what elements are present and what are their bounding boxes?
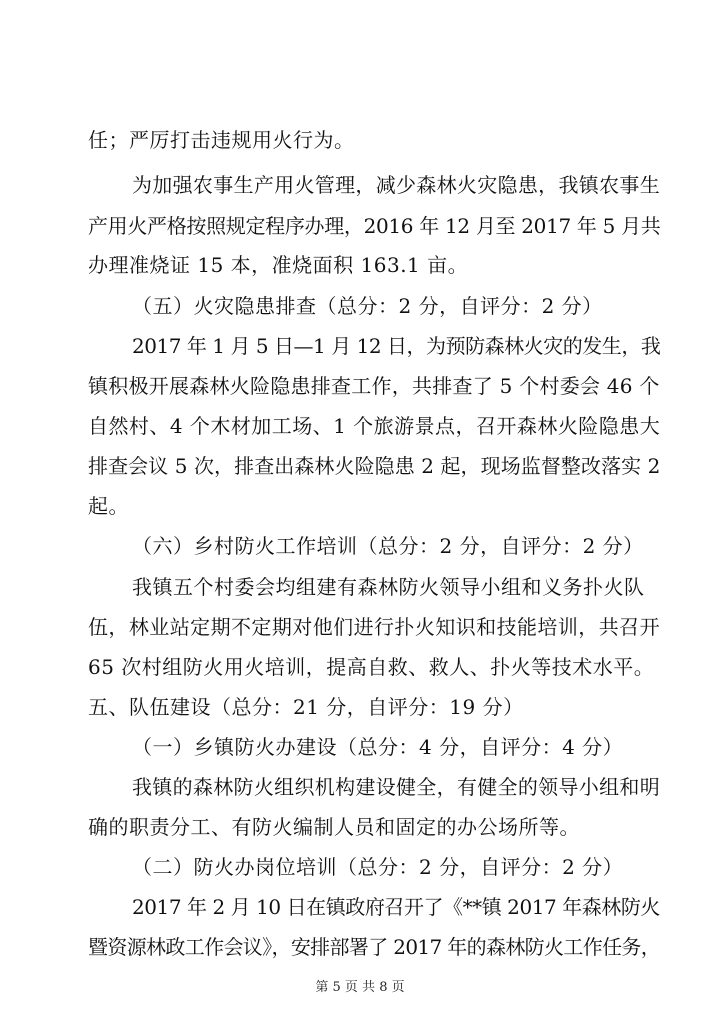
- page-footer: 第 5 页 共 8 页: [315, 980, 405, 995]
- text-line: 办理准烧证 15 本，准烧面积 163.1 亩。: [88, 253, 469, 277]
- section-heading: （五）火灾隐患排查（总分：2 分，自评分：2 分）: [132, 294, 603, 318]
- section-heading: 五、队伍建设（总分：21 分，自评分：19 分）: [88, 695, 524, 719]
- text-line: 伍，林业站定期不定期对他们进行扑火知识和技能培训，共召开: [88, 615, 660, 639]
- text-line: 任；严厉打击违规用火行为。: [88, 128, 355, 152]
- text-line: 2017 年 1 月 5 日—1 月 12 日，为预防森林火灾的发生，我: [132, 334, 661, 358]
- text-line: 我镇的森林防火组织机构建设健全，有健全的领导小组和明: [132, 775, 660, 799]
- section-heading: （一）乡镇防火办建设（总分：4 分，自评分：4 分）: [132, 735, 624, 759]
- text-line: 起。: [88, 494, 129, 518]
- section-heading: （二）防火办岗位培训（总分：2 分，自评分：2 分）: [132, 855, 624, 879]
- text-line: 排查会议 5 次，排查出森林火险隐患 2 起，现场监督整改落实 2: [88, 454, 661, 478]
- text-line: 暨资源林政工作会议》，安排部署了 2017 年的森林防火工作任务，: [88, 935, 661, 959]
- text-line: 确的职责分工、有防火编制人员和固定的办公场所等。: [88, 815, 580, 839]
- text-line: 65 次村组防火用火培训，提高自救、救人、扑火等技术水平。: [88, 655, 655, 679]
- text-line: 镇积极开展森林火险隐患排查工作，共排查了 5 个村委会 46 个: [88, 374, 660, 398]
- text-line: 产用火严格按照规定程序办理，2016 年 12 月至 2017 年 5 月共: [88, 214, 661, 238]
- text-line: 为加强农事生产用火管理，减少森林火灾隐患，我镇农事生: [132, 173, 660, 197]
- section-heading: （六）乡村防火工作培训（总分：2 分，自评分：2 分）: [132, 534, 644, 558]
- text-line: 自然村、4 个木材加工场、1 个旅游景点，召开森林火险隐患大: [88, 414, 661, 438]
- text-line: 2017 年 2 月 10 日在镇政府召开了《**镇 2017 年森林防火: [132, 895, 660, 919]
- text-line: 我镇五个村委会均组建有森林防火领导小组和义务扑火队: [132, 575, 645, 599]
